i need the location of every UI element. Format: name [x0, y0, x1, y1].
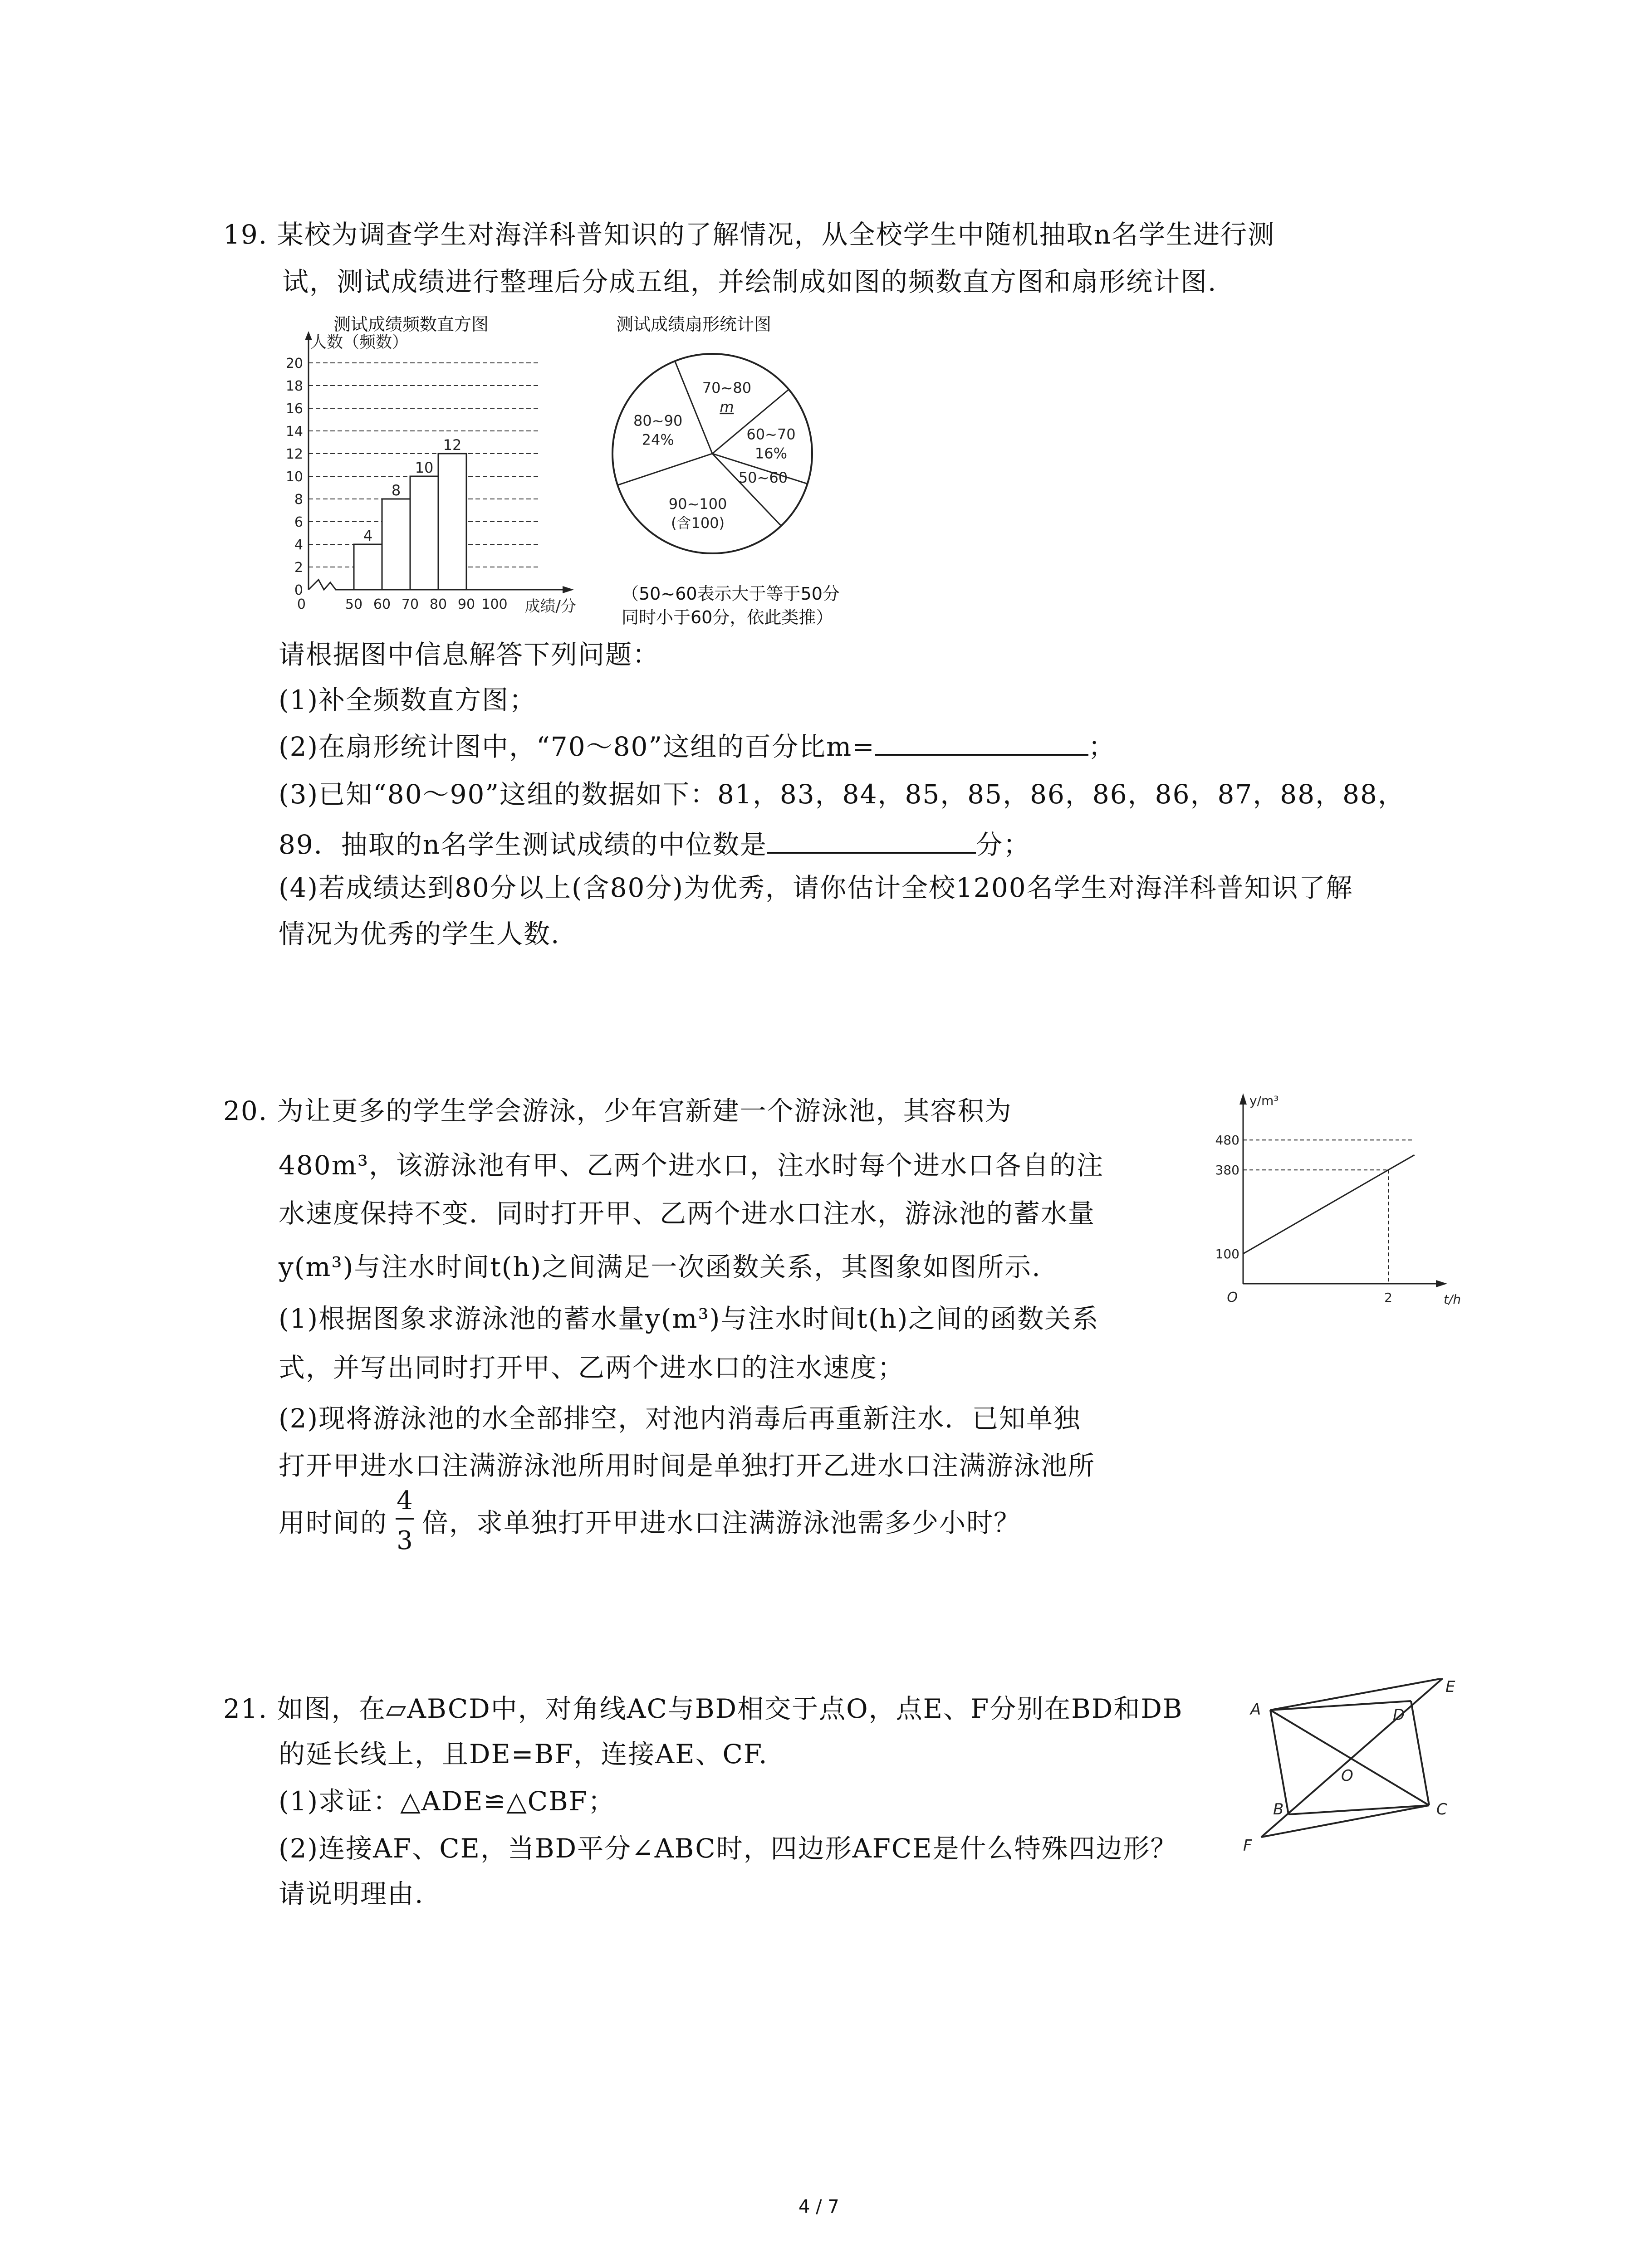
q21-line-3: (1)求证：△ADE≌△CBF；	[279, 1786, 615, 1817]
q19-part-4a: (4)若成绩达到80分以上(含80分)为优秀，请你估计全校1200名学生对海洋科普知识了解	[279, 872, 1353, 903]
x-tick-80: 80	[429, 596, 447, 612]
fraction-bar	[396, 1518, 414, 1520]
bar-label-60~70: 8	[391, 482, 401, 499]
q19-part-3a: (3)已知“80～90”这组的数据如下：81，83，84，85，85，86，86，86，87，88，88，	[279, 779, 1405, 810]
q20-line-9a: 用时间的	[279, 1507, 388, 1538]
y-tick-16: 16	[285, 401, 303, 417]
y-tick-8: 8	[294, 492, 303, 508]
x-tick-90: 90	[457, 596, 475, 612]
pie-value-60~70: 16%	[754, 445, 788, 462]
pie-value-70~80: m	[720, 398, 734, 415]
q20-line-4: y(m³)与注水时间t(h)之间满足一次函数关系，其图象如图所示.	[279, 1251, 1041, 1282]
bar-60~70	[382, 499, 410, 590]
y-tick-4: 4	[294, 537, 303, 553]
histogram-chart	[272, 327, 590, 617]
q20-line-5: (1)根据图象求游泳池的蓄水量y(m³)与注水时间t(h)之间的函数关系	[279, 1303, 1099, 1334]
y-axis-label: 人数（频数）	[310, 333, 409, 352]
q20-line-3: 水速度保持不变．同时打开甲、乙两个进水口注水，游泳池的蓄水量	[279, 1198, 1096, 1229]
q20-line-6: 式，并写出同时打开甲、乙两个进水口的注水速度；	[279, 1352, 905, 1383]
x-tick-2: 2	[1384, 1290, 1392, 1305]
q19-part-3b-end: 分；	[976, 829, 1031, 860]
x-axis-label: 成绩/分	[524, 597, 576, 616]
q19-part-4b: 情况为优秀的学生人数.	[279, 919, 560, 949]
q20-function-graph	[1207, 1089, 1461, 1325]
y-tick-2: 2	[294, 560, 303, 576]
y-axis-label: y/m³	[1249, 1093, 1279, 1108]
pie-chart	[603, 331, 857, 585]
x-axis-arrow	[1436, 1280, 1447, 1287]
q19-part-1: (1)补全频数直方图；	[279, 684, 537, 715]
q19-part-2	[279, 732, 1116, 760]
q21-line-2: 的延长线上，且DE=BF，连接AE、CF.	[279, 1739, 768, 1769]
y-tick-380: 380	[1215, 1163, 1239, 1178]
y-axis-arrow	[1239, 1093, 1247, 1105]
bar-label-70~80: 10	[415, 459, 434, 476]
q19-line-1: 19. 某校为调查学生对海洋科普知识的了解情况，从全校学生中随机抽取n名学生进行测	[223, 219, 1275, 250]
label-E: E	[1445, 1678, 1455, 1696]
y-tick-14: 14	[285, 424, 303, 440]
pie-value-80~90: 24%	[642, 431, 674, 449]
q19-part-3b	[279, 830, 1030, 858]
segment-DC	[1411, 1701, 1429, 1805]
q19-part-2-end: ；	[1088, 731, 1116, 762]
label-A: A	[1250, 1701, 1261, 1719]
q19-instruction: 请根据图中信息解答下列问题：	[279, 639, 660, 670]
pie-title: 测试成绩扇形统计图	[616, 314, 772, 334]
diagonal-FE	[1261, 1678, 1443, 1837]
answer-blank-m[interactable]	[875, 732, 1088, 756]
pie-note-line-1: （50~60表示大于等于50分	[622, 584, 840, 604]
pie-value-90~100: (含100)	[671, 514, 725, 532]
x-tick-0: 0	[297, 596, 306, 612]
pie-label-80~90: 80~90	[633, 412, 683, 430]
x-axis-label: t/h	[1444, 1292, 1461, 1307]
q19-line-2: 试，测试成绩进行整理后分成五组，并绘制成如图的频数直方图和扇形统计图.	[282, 266, 1217, 297]
fraction-numerator: 4	[397, 1486, 413, 1515]
pie-label-50~60: 50~60	[738, 469, 788, 486]
y-tick-480: 480	[1215, 1133, 1239, 1148]
x-tick-60: 60	[373, 596, 391, 612]
pie-label-90~100: 90~100	[668, 495, 727, 513]
x-tick-70: 70	[401, 596, 419, 612]
q20-line-2: 480m³，该游泳池有甲、乙两个进水口，注水时每个进水口各自的注	[279, 1150, 1104, 1181]
x-axis-arrow	[563, 586, 574, 593]
label-O: O	[1341, 1767, 1353, 1785]
parallelogram-figure	[1243, 1678, 1461, 1878]
q21-line-5: 请说明理由.	[279, 1878, 424, 1909]
origin-label: O	[1227, 1290, 1238, 1305]
pie-note-line-2: 同时小于60分，依此类推）	[622, 607, 833, 627]
answer-blank-median[interactable]	[767, 830, 976, 854]
histogram-title: 测试成绩频数直方图	[333, 314, 489, 334]
page-number: 4 / 7	[798, 2196, 839, 2217]
label-F: F	[1243, 1837, 1252, 1855]
y-tick-20: 20	[285, 356, 303, 371]
bar-50~60	[354, 544, 382, 590]
label-C: C	[1436, 1800, 1447, 1818]
x-tick-100: 100	[481, 596, 508, 612]
histogram-bars	[354, 436, 466, 590]
y-tick-12: 12	[285, 446, 303, 462]
fraction-denominator: 3	[397, 1526, 413, 1555]
bar-label-80~90: 12	[443, 436, 462, 454]
q20-line-8: 打开甲进水口注满游泳池所用时间是单独打开乙进水口注满游泳池所	[279, 1450, 1096, 1481]
bar-70~80	[410, 476, 438, 590]
q20-line-9b: 倍，求单独打开甲进水口注满游泳池需多少小时？	[422, 1507, 1021, 1538]
q21-line-1: 21. 如图，在▱ABCD中，对角线AC与BD相交于点O，点E、F分别在BD和DB	[223, 1693, 1183, 1724]
q21-line-4: (2)连接AF、CE，当BD平分∠ABC时，四边形AFCE是什么特殊四边形？	[279, 1833, 1178, 1864]
pie-label-60~70: 60~70	[746, 425, 796, 443]
y-tick-6: 6	[294, 514, 303, 530]
pie-label-70~80: 70~80	[702, 379, 752, 396]
q20-line-7: (2)现将游泳池的水全部排空，对池内消毒后再重新注水．已知单独	[279, 1403, 1081, 1434]
diagonal-AC	[1270, 1710, 1429, 1805]
q19-part-2-text: (2)在扇形统计图中，“70～80”这组的百分比m=	[279, 731, 875, 762]
bar-label-50~60: 4	[363, 527, 373, 544]
q20-line-1: 20. 为让更多的学生学会游泳，少年宫新建一个游泳池，其容积为	[223, 1095, 1012, 1126]
bar-80~90	[438, 454, 466, 590]
y-tick-10: 10	[285, 469, 303, 485]
label-B: B	[1273, 1800, 1284, 1818]
segment-AB	[1270, 1710, 1288, 1814]
y-tick-18: 18	[285, 378, 303, 394]
y-tick-100: 100	[1215, 1246, 1239, 1261]
y-tick-0: 0	[294, 582, 303, 598]
q19-part-3b-text: 89．抽取的n名学生测试成绩的中位数是	[279, 829, 768, 860]
label-D: D	[1393, 1706, 1405, 1724]
x-tick-50: 50	[345, 596, 363, 612]
